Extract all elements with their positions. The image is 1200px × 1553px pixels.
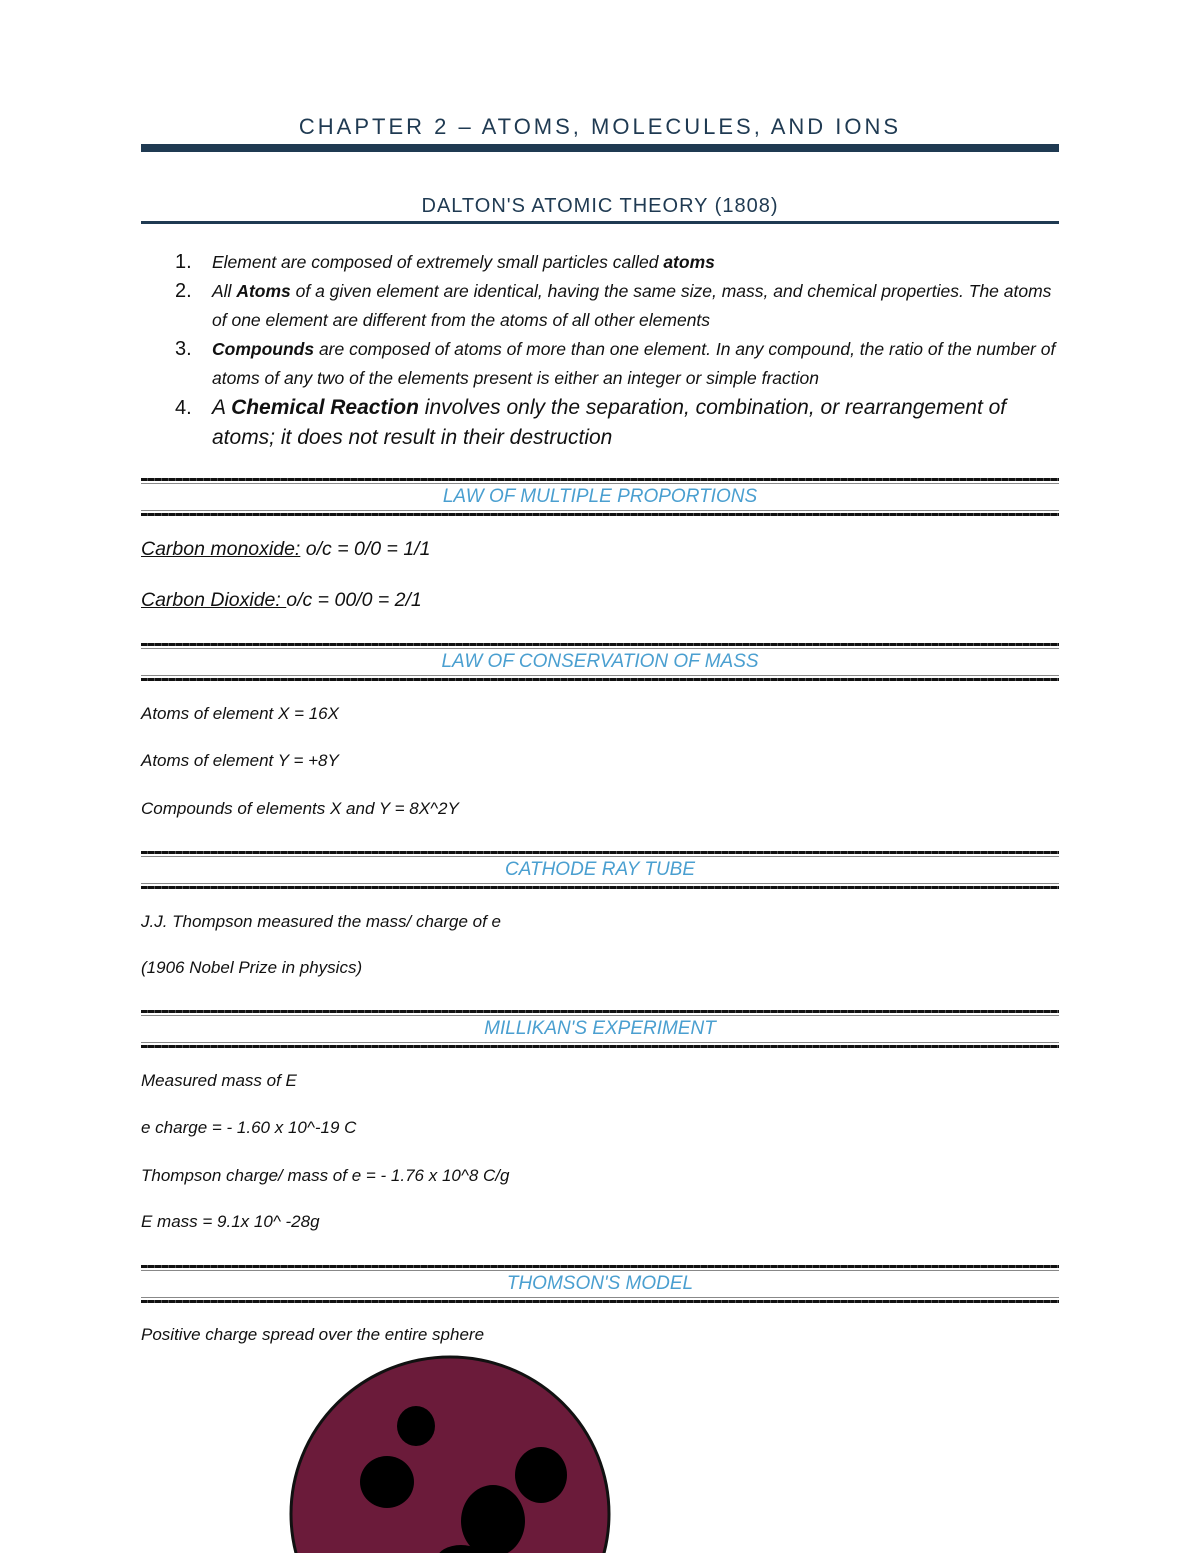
text-line: Thompson charge/ mass of e = - 1.76 x 10^8 C/g: [141, 1166, 510, 1185]
list-item: [141, 393, 1059, 453]
electron: [515, 1447, 567, 1503]
carbon-monoxide-line: [141, 538, 430, 561]
text-line: (1906 Nobel Prize in physics): [141, 958, 363, 977]
text-line: E mass = 9.1x 10^ -28g: [141, 1212, 320, 1231]
dalton-rule: [141, 221, 1059, 224]
text-line: Compounds of elements X and Y = 8X^2Y: [141, 799, 459, 818]
item-text: All: [212, 281, 237, 301]
text-line: Positive charge spread over the entire sphere: [141, 1325, 485, 1344]
chapter-title: CHAPTER 2 – ATOMS, MOLECULES, AND IONS: [298, 114, 902, 139]
text-line: Atoms of element X = 16X: [141, 704, 339, 723]
item-number: 4.: [175, 397, 192, 419]
item-bold: Atoms: [236, 281, 291, 301]
co-label: Carbon monoxide:: [141, 538, 301, 560]
list-item: [141, 248, 1059, 277]
title-rule: [141, 144, 1059, 152]
section-band-thomson: [141, 1265, 1059, 1303]
item-bold: Chemical Reaction: [231, 396, 419, 419]
section-band-conservation: [141, 643, 1059, 681]
plum-pudding-sphere: [289, 1354, 614, 1553]
section-heading: LAW OF CONSERVATION OF MASS: [441, 651, 759, 672]
item-text: Element are composed of extremely small particles called: [212, 252, 664, 272]
section-heading: MILLIKAN'S EXPERIMENT: [484, 1018, 716, 1039]
item-text: of a given element are identical, having the same size, mass, and chemical properties. The atoms of one element are different from the atoms of all other elements: [212, 281, 1052, 330]
section-heading: THOMSON'S MODEL: [506, 1273, 694, 1294]
item-number: 2.: [175, 280, 192, 302]
text-line: e charge = - 1.60 x 10^-19 C: [141, 1118, 357, 1137]
dalton-list: [141, 248, 1059, 453]
carbon-dioxide-line: [141, 589, 422, 612]
co-value: o/c = 0/0 = 1/1: [300, 538, 431, 560]
list-item: [141, 277, 1059, 335]
electron: [360, 1456, 414, 1508]
section-heading: CATHODE RAY TUBE: [504, 859, 696, 880]
item-text: A: [212, 396, 232, 419]
item-text: involves only the separation, combination, or rearrangement of atoms; it does not result in their destruction: [212, 396, 1007, 449]
text-line: Measured mass of E: [141, 1071, 297, 1090]
item-number: 1.: [175, 251, 192, 273]
section-heading: LAW OF MULTIPLE PROPORTIONS: [442, 486, 758, 507]
section-band-cathode: [141, 851, 1059, 889]
item-bold: atoms: [663, 252, 715, 272]
item-number: 3.: [175, 338, 192, 360]
co2-label: Carbon Dioxide:: [141, 589, 287, 611]
item-text: are composed of atoms of more than one element. In any compound, the ratio of the number of atoms of any two of the elements present is either an integer or simple fraction: [212, 339, 1056, 388]
positive-sphere: [291, 1357, 609, 1553]
thomson-model-figure: [289, 1354, 614, 1553]
text-line: Atoms of element Y = +8Y: [141, 751, 339, 770]
section-band-millikan: [141, 1010, 1059, 1048]
electron: [397, 1406, 435, 1446]
item-bold: Compounds: [212, 339, 315, 359]
co2-value: o/c = 00/0 = 2/1: [286, 589, 422, 611]
text-line: J.J. Thompson measured the mass/ charge of e: [141, 912, 502, 931]
list-item: [141, 335, 1059, 393]
section-band-multiple: [141, 478, 1059, 516]
dalton-heading: DALTON'S ATOMIC THEORY (1808): [421, 195, 779, 217]
